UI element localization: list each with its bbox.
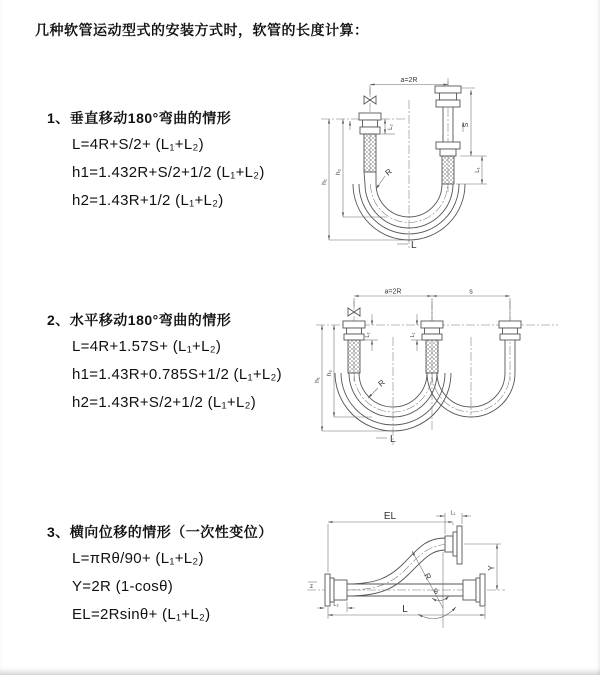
- dim-label-a2r: a=2R: [400, 77, 418, 84]
- centerline-mark: z: [310, 584, 313, 590]
- length-label: L: [402, 604, 408, 615]
- length-label: L: [411, 240, 417, 251]
- dim-label-h2: h₂: [335, 168, 342, 176]
- middle-pipe-fitting: [421, 321, 443, 373]
- diagram-vertical-180-bend: [315, 72, 545, 258]
- section1-formula-h2: h2=1.43R+1/2 (L₁+L₂): [72, 192, 224, 209]
- dimensions: [321, 77, 487, 251]
- dim-label-s: s: [469, 288, 473, 296]
- length-label: L: [390, 434, 396, 445]
- dim-label-el: EL: [383, 511, 397, 522]
- dim-label-h1: h₁: [321, 179, 328, 185]
- section3-formula-l: L=πRθ/90+ (L₁+L₂): [72, 550, 204, 567]
- section2-heading: 2、水平移动180°弯曲的情形: [47, 312, 232, 328]
- right-lower-flange: [463, 574, 485, 606]
- section3-formula-y: Y=2R (1-cosθ): [72, 578, 174, 595]
- section2-formula-l: L=4R+1.57S+ (L₁+L₂): [72, 338, 222, 355]
- left-pipe-fitting: [359, 113, 381, 184]
- diagram-lateral-displacement: [305, 508, 535, 652]
- dim-label-h1: h₁: [314, 377, 321, 383]
- braided-hose-section: [364, 134, 376, 172]
- dim-label-l1: L₁: [410, 332, 416, 338]
- construction-lines: [412, 551, 456, 628]
- dim-label-l2: L₂: [365, 332, 371, 338]
- section1-formula-l: L=4R+S/2+ (L₁+L₂): [72, 136, 204, 153]
- angle-label: θ: [434, 589, 438, 596]
- dim-label-a2r: a=2R: [384, 288, 402, 296]
- section1-formula-h1: h1=1.432R+S/2+1/2 (L₁+L₂): [72, 164, 265, 181]
- radius-label: R: [383, 166, 394, 178]
- radius-label: R: [376, 377, 387, 389]
- braided-hose-section: [426, 340, 438, 373]
- centerlines: [321, 78, 448, 250]
- section3-heading: 3、横向位移的情形（一次性变位）: [47, 524, 273, 540]
- dim-label-s: S: [463, 122, 470, 128]
- section2-formula-h1: h1=1.43R+0.785S+1/2 (L₁+L₂): [72, 366, 282, 383]
- hose-curved-position: [347, 538, 445, 596]
- diagram-horizontal-180-bend: [312, 285, 562, 452]
- dim-label-y: Y: [487, 565, 496, 571]
- left-pipe-fitting: [343, 321, 365, 373]
- section1-heading: 1、垂直移动180°弯曲的情形: [47, 110, 232, 126]
- page-title: 几种软管运动型式的安装方式时，软管的长度计算：: [35, 22, 369, 38]
- dim-label-l1: L₁: [475, 167, 481, 173]
- radius-label: R: [422, 571, 433, 582]
- section2-formula-h2: h2=1.43R+S/2+1/2 (L₁+L₂): [72, 394, 257, 411]
- dim-label-h2: h₂: [326, 369, 333, 377]
- braided-hose-section: [442, 156, 454, 184]
- dim-label-l2: L₂: [333, 602, 339, 608]
- dim-label-l2: L₂: [388, 124, 394, 130]
- section3-formula-el: EL=2Rsinθ+ (L₁+L₂): [72, 606, 211, 623]
- valve-icon: [364, 96, 376, 104]
- dim-label-l1: L₁: [450, 510, 456, 517]
- dimensions: [317, 511, 501, 620]
- upper-flange: [445, 526, 462, 564]
- braided-hose-section: [348, 340, 360, 373]
